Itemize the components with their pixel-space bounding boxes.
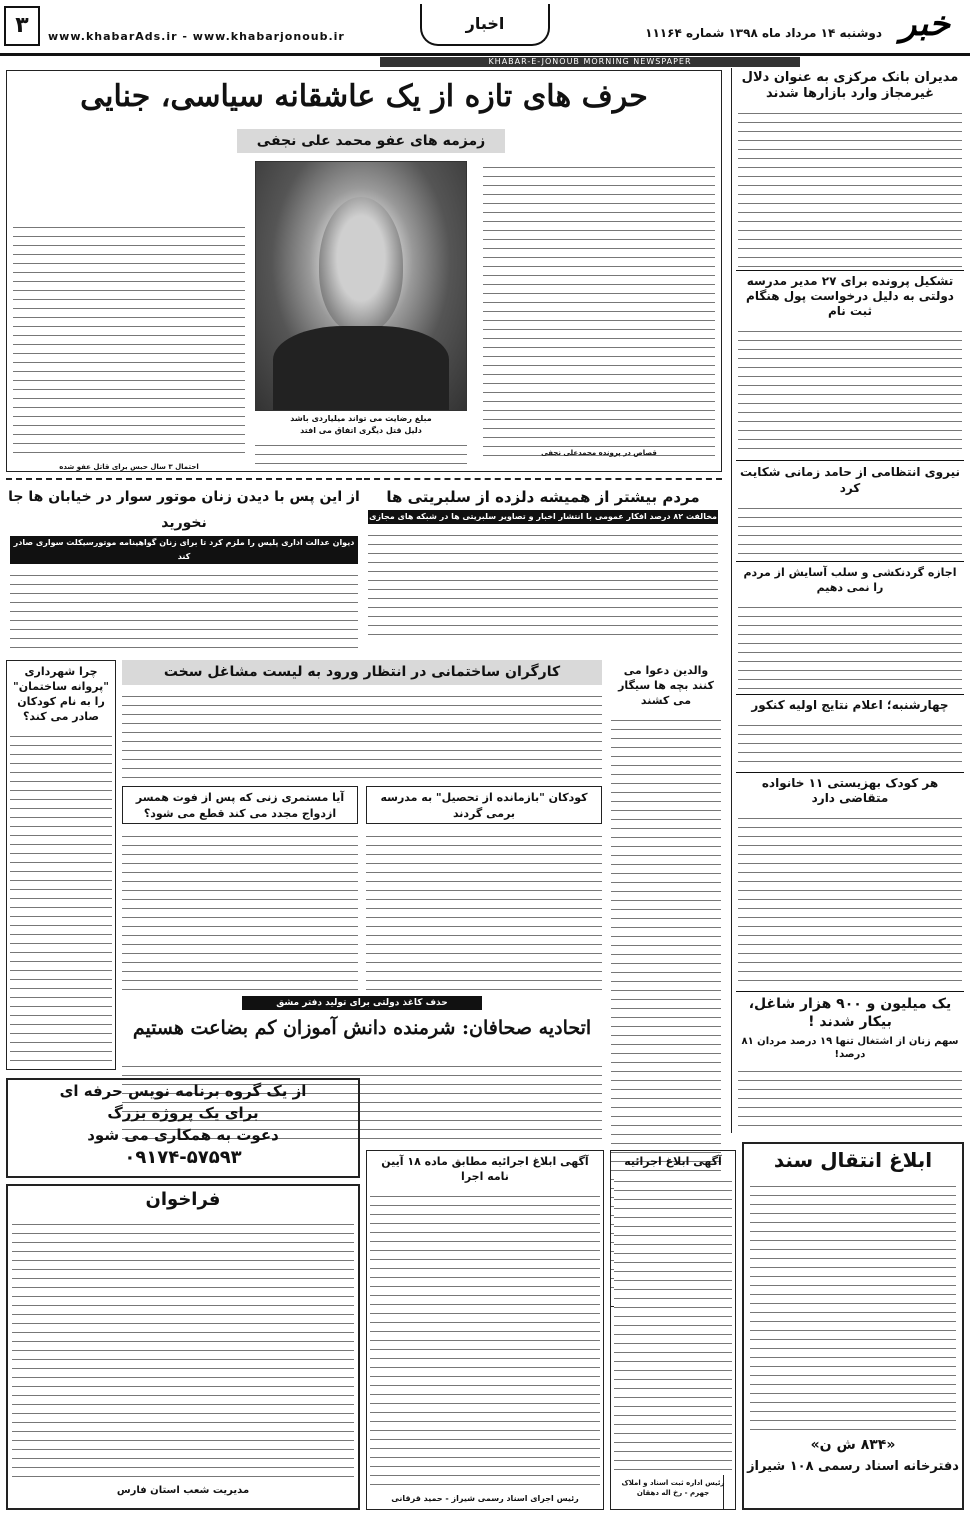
article-body <box>255 439 467 465</box>
article-body <box>13 221 245 461</box>
photo-najafi <box>255 161 467 411</box>
article-body <box>122 830 358 990</box>
headline-central-bank: مدیران بانک مرکزی به عنوان دلال غیرمجاز وارد بازارها شدند <box>741 70 959 101</box>
ad-recall-body <box>12 1218 354 1480</box>
issue-date: دوشنبه ۱۴ مرداد ماه ۱۳۹۸ شماره ۱۱۱۶۴ <box>645 26 882 40</box>
headline-municipality: چرا شهرداری "پروانه ساختمان" را به نام کودکان صادر می کند؟ <box>13 665 109 723</box>
article-body <box>738 812 962 988</box>
headline-construction-workers: کارگران ساختمانی در انتظار ورود به لیست مشاغل سخت <box>122 660 602 685</box>
headline-parents: والدین دعوا می کنند بچه ها سیگار می کشند <box>618 664 714 707</box>
notice-execution-body <box>614 1175 732 1475</box>
photo-caption-2: دلیل قتل دیگری اتفاق می افتد <box>300 426 422 435</box>
notice-execution-18 <box>366 1150 604 1510</box>
notice-execution-title: آگهی ابلاغ اجرائیه <box>624 1155 722 1168</box>
ad-deed-transfer-signature: دفترخانه اسناد رسمی ۱۰۸ شیراز <box>747 1459 959 1474</box>
notice-execution <box>610 1150 736 1510</box>
subheadline-celebrities: مخالفت ۸۲ درصد افکار عمومی با انتشار اخبار و تصاویر سلبریتی ها در شبکه های مجازی <box>368 510 718 524</box>
subheadline-women-motorcycles: دیوان عدالت اداری پلیس را ملزم کرد تا برای زنان گواهینامه موتورسیکلت سواری صادر کند <box>10 536 358 564</box>
article-body <box>738 601 962 691</box>
column-divider <box>731 68 732 1133</box>
ad-recall-signature: مدیریت شعب استان فارس <box>116 1485 250 1496</box>
english-name: KHABAR-E-JONOUB MORNING NEWSPAPER <box>380 57 800 67</box>
headline-dropout-children: کودکان "بازمانده از تحصیل" به مدرسه برمی گردند <box>380 791 588 820</box>
ad-programmers-line3: دعوت به همکاری می شود <box>87 1126 279 1144</box>
article-body <box>483 161 715 461</box>
headline-welfare-children: هر کودک بهزیستی ۱۱ خانواده متقاضی دارد <box>761 776 939 805</box>
municipality-story <box>6 660 116 1070</box>
ad-recall-title: فراخوان <box>145 1189 221 1210</box>
headline-bookbinders: اتحادیه صحافان: شرمنده دانش آموزان کم بضاعت هستیم <box>132 1017 592 1039</box>
headline-konkur: چهارشنبه؛ اعلام نتایج اولیه کنکور <box>751 698 949 712</box>
headline-school-managers: تشکیل پرونده برای ۲۷ مدیر مدرسه دولتی به دلیل درخواست پول هنگام ثبت نام <box>746 274 954 318</box>
ad-programmers <box>6 1078 360 1178</box>
top-story <box>6 70 722 472</box>
headline-women-motorcycles: از این پس با دیدن زنان موتور سوار در خیابان ها جا نخورید <box>8 489 360 531</box>
page-number: ۳ <box>4 6 40 46</box>
article-body <box>10 730 112 1066</box>
celebrity-story <box>364 478 722 650</box>
notice-execution-18-signature: رئیس اجرای اسناد رسمی شیراز - حمید قرقانی <box>391 1494 579 1503</box>
notice-execution-18-title: آگهی ابلاغ اجرائیه مطابق ماده ۱۸ آیین نامه اجرا <box>381 1155 589 1183</box>
ad-programmers-line1: از یک گروه برنامه نویس حرفه ای <box>59 1082 307 1100</box>
workers-headline-bar <box>122 660 602 685</box>
headline-bullying: اجازه گردنکشی و سلب آسایش از مردم را نمی دهیم <box>743 566 957 594</box>
notice-execution-signature: رئیس اداره ثبت اسناد و املاک جهرم - رخ اله دهقان <box>621 1479 725 1497</box>
article-body <box>738 107 962 267</box>
ad-deed-transfer <box>742 1142 964 1510</box>
article-body <box>366 830 602 990</box>
headline-police-complaint: نیروی انتظامی از حامد زمانی شکایت کرد <box>739 465 961 495</box>
top-story-headline: حرف های تازه از یک عاشقانه سیاسی، جنایی <box>80 79 648 114</box>
ad-deed-transfer-body <box>750 1180 956 1430</box>
article-body <box>738 502 962 558</box>
newspaper-logo: خبر <box>899 4 951 44</box>
article-body <box>738 1065 962 1133</box>
paper-headline-block <box>122 996 602 1056</box>
website-links[interactable]: www.khabarAds.ir - www.khabarjonoub.ir <box>48 30 345 43</box>
motor-story <box>6 478 362 650</box>
subheading-prison: احتمال ۳ سال حبس برای قاتل عفو شده <box>59 463 199 471</box>
subheadline-unemployment: سهم زنان از اشتغال تنها ۱۹ درصد مردان ۸۱ درصد! <box>741 1036 959 1060</box>
ad-programmers-line2: برای یک پروژه بزرگ <box>107 1104 259 1122</box>
children-headline-box <box>366 786 602 824</box>
article-body <box>738 719 962 769</box>
subheading-qisas: قصاص در پرونده محمدعلی نجفی <box>541 449 657 457</box>
photo-caption: مبلغ رضایت می تواند میلیاردی باشد <box>290 414 432 423</box>
top-story-subtitle: زمزمه های عفو محمد علی نجفی <box>237 129 505 153</box>
headline-unemployment: یک میلیون و ۹۰۰ هزار شاغل، بیکار شدند ! <box>748 996 952 1030</box>
ad-recall <box>6 1184 360 1510</box>
headline-celebrities: مردم بیشتر از همیشه دلزده از سلبریتی ها <box>386 488 700 506</box>
article-body <box>122 690 602 780</box>
headline-pension: آیا مستمری زنی که پس از فوت همسر ازدواج مجدد می کند قطع می شود؟ <box>135 791 345 820</box>
masthead <box>0 0 970 56</box>
kicker-paper: حذف کاغذ دولتی برای تولید دفتر مشق <box>242 996 482 1010</box>
article-body <box>738 325 962 457</box>
right-column <box>736 68 964 1133</box>
ad-deed-transfer-code: «۸۳۴ ش ن» <box>810 1437 896 1453</box>
article-body <box>368 529 718 641</box>
ad-deed-transfer-title: ابلاغ انتقال سند <box>773 1148 933 1172</box>
ad-programmers-phone[interactable]: ۰۹۱۷۴-۵۷۵۹۳ <box>124 1147 242 1168</box>
pension-headline-box <box>122 786 358 824</box>
notice-execution-18-body <box>370 1190 600 1490</box>
section-label: اخبار <box>420 4 550 46</box>
article-body <box>10 569 358 650</box>
